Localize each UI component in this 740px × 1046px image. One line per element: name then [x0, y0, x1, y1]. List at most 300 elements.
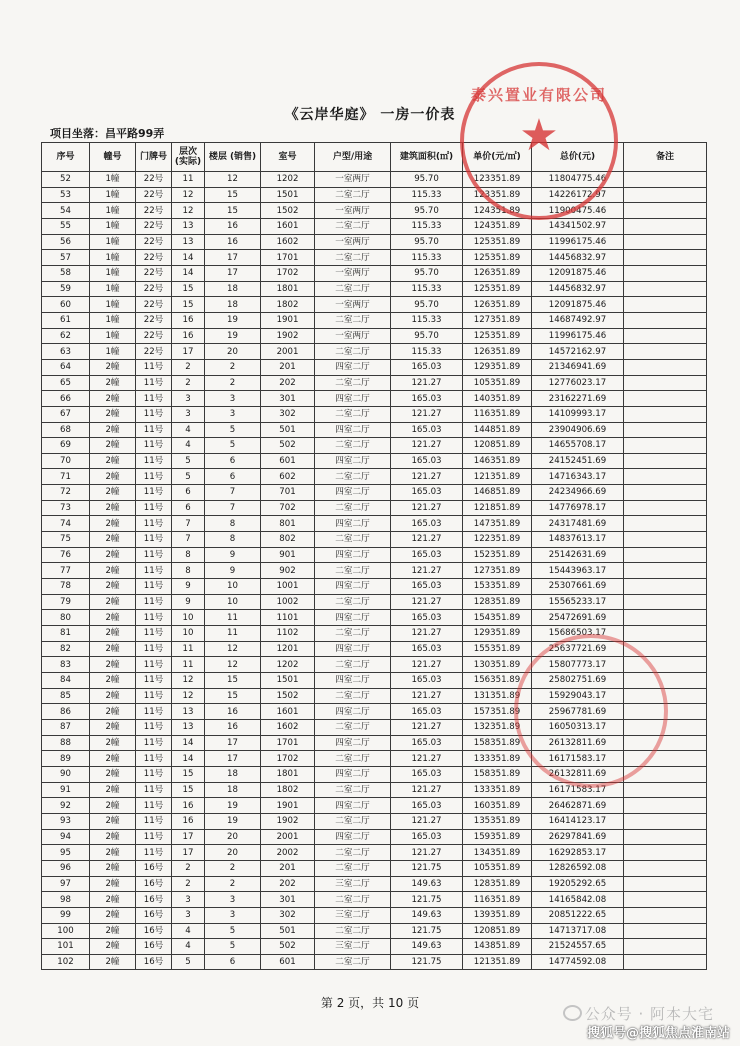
table-cell: 4	[172, 438, 205, 454]
table-cell: 147351.89	[463, 516, 532, 532]
table-cell: 二室二厅	[315, 923, 391, 939]
table-cell: 125351.89	[463, 234, 532, 250]
table-cell: 12	[172, 187, 205, 203]
table-cell: 16号	[136, 892, 172, 908]
table-cell: 165.03	[391, 547, 463, 563]
table-cell: 2幢	[90, 500, 136, 516]
table-cell: 18	[205, 297, 261, 313]
table-cell: 25472691.69	[532, 610, 624, 626]
table-cell: 15	[172, 766, 205, 782]
table-cell: 20	[205, 845, 261, 861]
table-cell: 11号	[136, 469, 172, 485]
table-cell: 122351.89	[463, 532, 532, 548]
table-cell: 11804775.46	[532, 172, 624, 188]
table-cell: 60	[42, 297, 90, 313]
table-cell: 1502	[261, 203, 315, 219]
column-header: 单价(元/㎡)	[463, 143, 532, 172]
price-table	[41, 142, 707, 970]
table-cell: 149.63	[391, 939, 463, 955]
table-cell: 302	[261, 406, 315, 422]
table-row	[42, 500, 707, 516]
table-cell: 124351.89	[463, 203, 532, 219]
table-cell: 22号	[136, 203, 172, 219]
table-cell: 19	[205, 813, 261, 829]
table-cell: 11号	[136, 532, 172, 548]
table-cell: 11号	[136, 641, 172, 657]
table-cell: 125351.89	[463, 328, 532, 344]
table-cell	[624, 359, 707, 375]
table-cell: 2幢	[90, 453, 136, 469]
table-cell: 二室二厅	[315, 532, 391, 548]
table-cell: 24317481.69	[532, 516, 624, 532]
table-cell: 129351.89	[463, 626, 532, 642]
table-cell: 四室二厅	[315, 798, 391, 814]
table-cell: 15929043.17	[532, 688, 624, 704]
table-cell: 66	[42, 391, 90, 407]
table-cell: 90	[42, 766, 90, 782]
table-row	[42, 641, 707, 657]
table-cell	[624, 406, 707, 422]
table-cell: 71	[42, 469, 90, 485]
table-cell: 5	[172, 469, 205, 485]
table-cell: 149.63	[391, 876, 463, 892]
table-row	[42, 172, 707, 188]
table-cell: 四室二厅	[315, 829, 391, 845]
table-cell: 四室二厅	[315, 735, 391, 751]
table-cell: 11996175.46	[532, 328, 624, 344]
table-cell: 二室二厅	[315, 845, 391, 861]
table-row	[42, 234, 707, 250]
table-cell: 11号	[136, 704, 172, 720]
table-cell: 2幢	[90, 391, 136, 407]
table-cell: 2幢	[90, 735, 136, 751]
table-cell: 14776978.17	[532, 500, 624, 516]
table-cell: 126351.89	[463, 344, 532, 360]
table-cell	[624, 265, 707, 281]
table-cell: 14456832.97	[532, 250, 624, 266]
table-cell: 2幢	[90, 813, 136, 829]
table-cell: 5	[172, 453, 205, 469]
table-cell: 2	[172, 375, 205, 391]
table-cell: 158351.89	[463, 766, 532, 782]
table-cell: 12	[172, 688, 205, 704]
table-cell: 16号	[136, 923, 172, 939]
table-cell: 13	[172, 218, 205, 234]
table-cell: 801	[261, 516, 315, 532]
table-cell: 5	[205, 438, 261, 454]
table-row	[42, 375, 707, 391]
table-row	[42, 187, 707, 203]
table-row	[42, 688, 707, 704]
table-cell: 25637721.69	[532, 641, 624, 657]
table-cell: 165.03	[391, 673, 463, 689]
table-cell: 12776023.17	[532, 375, 624, 391]
table-cell: 1幢	[90, 250, 136, 266]
table-cell: 84	[42, 673, 90, 689]
table-cell: 24152451.69	[532, 453, 624, 469]
table-cell	[624, 673, 707, 689]
table-cell: 二室二厅	[315, 281, 391, 297]
table-cell: 2幢	[90, 594, 136, 610]
table-cell: 121351.89	[463, 954, 532, 970]
table-cell: 二室二厅	[315, 563, 391, 579]
table-cell: 二室二厅	[315, 782, 391, 798]
table-cell: 16414123.17	[532, 813, 624, 829]
document-title: 《云岸华庭》 一房一价表	[284, 107, 456, 123]
table-cell: 二室二厅	[315, 594, 391, 610]
table-cell: 1501	[261, 187, 315, 203]
table-cell: 121.75	[391, 954, 463, 970]
table-cell: 165.03	[391, 704, 463, 720]
table-cell: 一室两厅	[315, 172, 391, 188]
table-cell: 135351.89	[463, 813, 532, 829]
table-cell: 79	[42, 594, 90, 610]
table-cell: 11号	[136, 500, 172, 516]
table-cell: 59	[42, 281, 90, 297]
table-cell: 26132811.69	[532, 766, 624, 782]
table-cell: 121.27	[391, 406, 463, 422]
table-cell: 11号	[136, 438, 172, 454]
table-cell: 11号	[136, 751, 172, 767]
table-row	[42, 579, 707, 595]
table-cell: 6	[205, 469, 261, 485]
table-row	[42, 328, 707, 344]
table-cell: 149.63	[391, 907, 463, 923]
table-cell: 1幢	[90, 297, 136, 313]
table-cell: 16	[172, 328, 205, 344]
table-cell: 124351.89	[463, 218, 532, 234]
table-cell: 126351.89	[463, 265, 532, 281]
table-cell: 25967781.69	[532, 704, 624, 720]
table-row	[42, 766, 707, 782]
table-cell: 2幢	[90, 375, 136, 391]
table-cell	[624, 485, 707, 501]
table-cell: 4	[172, 422, 205, 438]
table-cell: 2幢	[90, 923, 136, 939]
table-cell: 11	[172, 172, 205, 188]
table-cell: 133351.89	[463, 751, 532, 767]
table-cell: 115.33	[391, 250, 463, 266]
table-cell: 2幢	[90, 688, 136, 704]
table-row	[42, 657, 707, 673]
table-row	[42, 704, 707, 720]
table-cell: 75	[42, 532, 90, 548]
table-cell: 11号	[136, 766, 172, 782]
table-cell: 10	[172, 626, 205, 642]
table-cell: 11号	[136, 579, 172, 595]
table-cell: 101	[42, 939, 90, 955]
table-cell: 68	[42, 422, 90, 438]
table-cell: 76	[42, 547, 90, 563]
table-cell: 2幢	[90, 798, 136, 814]
table-cell: 二室二厅	[315, 500, 391, 516]
table-cell: 121.27	[391, 594, 463, 610]
table-cell: 95.70	[391, 203, 463, 219]
table-cell: 2幢	[90, 422, 136, 438]
table-cell: 1601	[261, 218, 315, 234]
table-cell: 14687492.97	[532, 312, 624, 328]
table-cell: 502	[261, 939, 315, 955]
column-header: 序号	[42, 143, 90, 172]
table-cell: 11号	[136, 422, 172, 438]
table-cell: 165.03	[391, 610, 463, 626]
table-cell: 12	[205, 172, 261, 188]
table-cell: 96	[42, 860, 90, 876]
table-cell	[624, 610, 707, 626]
table-cell	[624, 375, 707, 391]
column-header: 层次 (实际)	[172, 143, 205, 172]
table-cell: 165.03	[391, 516, 463, 532]
table-cell: 17	[205, 250, 261, 266]
table-cell: 155351.89	[463, 641, 532, 657]
table-cell: 11号	[136, 688, 172, 704]
table-cell	[624, 657, 707, 673]
table-cell: 1001	[261, 579, 315, 595]
table-cell: 2幢	[90, 547, 136, 563]
table-cell: 2幢	[90, 782, 136, 798]
table-cell	[624, 172, 707, 188]
table-cell: 15686503.17	[532, 626, 624, 642]
table-cell: 91	[42, 782, 90, 798]
table-cell: 14341502.97	[532, 218, 624, 234]
table-cell	[624, 876, 707, 892]
table-row	[42, 203, 707, 219]
table-cell: 四室二厅	[315, 641, 391, 657]
table-cell: 14109993.17	[532, 406, 624, 422]
table-row	[42, 923, 707, 939]
table-cell	[624, 860, 707, 876]
table-row	[42, 610, 707, 626]
table-cell: 二室二厅	[315, 375, 391, 391]
table-cell: 16	[172, 813, 205, 829]
table-cell: 121.27	[391, 438, 463, 454]
table-cell: 二室二厅	[315, 250, 391, 266]
table-cell: 5	[172, 954, 205, 970]
table-cell: 19	[205, 328, 261, 344]
table-cell: 3	[205, 892, 261, 908]
table-cell: 5	[205, 939, 261, 955]
table-cell: 12	[172, 673, 205, 689]
table-cell: 1幢	[90, 203, 136, 219]
table-cell: 2幢	[90, 829, 136, 845]
table-cell: 1幢	[90, 344, 136, 360]
table-cell	[624, 218, 707, 234]
table-cell: 121.27	[391, 719, 463, 735]
table-cell: 19	[205, 312, 261, 328]
table-cell: 11号	[136, 359, 172, 375]
table-cell: 154351.89	[463, 610, 532, 626]
table-cell: 139351.89	[463, 907, 532, 923]
table-cell: 1702	[261, 751, 315, 767]
table-cell: 144851.89	[463, 422, 532, 438]
table-cell: 54	[42, 203, 90, 219]
table-cell: 121.27	[391, 751, 463, 767]
table-cell: 11号	[136, 845, 172, 861]
table-cell: 73	[42, 500, 90, 516]
table-cell: 20	[205, 829, 261, 845]
table-cell: 134351.89	[463, 845, 532, 861]
table-cell: 165.03	[391, 422, 463, 438]
column-header: 建筑面积(㎡)	[391, 143, 463, 172]
table-cell: 123351.89	[463, 187, 532, 203]
table-cell: 17	[205, 735, 261, 751]
table-cell: 四室二厅	[315, 359, 391, 375]
table-cell: 2幢	[90, 766, 136, 782]
table-cell: 157351.89	[463, 704, 532, 720]
table-cell: 二室二厅	[315, 626, 391, 642]
table-cell: 16	[205, 234, 261, 250]
table-cell	[624, 719, 707, 735]
table-row	[42, 469, 707, 485]
table-cell: 11号	[136, 453, 172, 469]
table-cell	[624, 735, 707, 751]
table-cell	[624, 187, 707, 203]
table-cell: 二室二厅	[315, 469, 391, 485]
table-row	[42, 860, 707, 876]
table-cell	[624, 641, 707, 657]
table-cell: 14774592.08	[532, 954, 624, 970]
table-cell: 80	[42, 610, 90, 626]
seal-lettering: 泰兴置业有限公司	[470, 86, 607, 104]
table-cell: 3	[205, 907, 261, 923]
table-cell: 201	[261, 860, 315, 876]
table-row	[42, 954, 707, 970]
table-cell	[624, 782, 707, 798]
table-cell: 131351.89	[463, 688, 532, 704]
table-cell: 121.27	[391, 532, 463, 548]
table-cell: 11号	[136, 719, 172, 735]
table-cell: 15	[172, 782, 205, 798]
table-cell: 121.27	[391, 500, 463, 516]
table-cell: 601	[261, 453, 315, 469]
table-cell: 11号	[136, 735, 172, 751]
table-cell: 16171583.17	[532, 782, 624, 798]
table-cell: 一室两厅	[315, 265, 391, 281]
table-cell: 126351.89	[463, 297, 532, 313]
table-cell	[624, 281, 707, 297]
table-cell	[624, 453, 707, 469]
table-cell: 11	[172, 657, 205, 673]
table-cell: 23162271.69	[532, 391, 624, 407]
column-header: 户型/用途	[315, 143, 391, 172]
table-cell: 1902	[261, 813, 315, 829]
table-cell: 55	[42, 218, 90, 234]
table-cell: 5	[205, 923, 261, 939]
table-cell: 26132811.69	[532, 735, 624, 751]
table-cell: 14456832.97	[532, 281, 624, 297]
table-row	[42, 485, 707, 501]
table-row	[42, 751, 707, 767]
table-cell: 601	[261, 954, 315, 970]
table-cell: 14	[172, 250, 205, 266]
table-cell	[624, 798, 707, 814]
table-cell: 22号	[136, 187, 172, 203]
table-row	[42, 798, 707, 814]
table-cell: 100	[42, 923, 90, 939]
table-cell: 7	[172, 516, 205, 532]
table-cell: 15	[172, 281, 205, 297]
table-cell: 15	[205, 688, 261, 704]
table-cell	[624, 234, 707, 250]
table-cell: 2幢	[90, 532, 136, 548]
table-cell: 62	[42, 328, 90, 344]
table-cell: 105351.89	[463, 860, 532, 876]
table-cell: 17	[205, 265, 261, 281]
table-cell	[624, 563, 707, 579]
table-cell: 301	[261, 391, 315, 407]
table-cell: 132351.89	[463, 719, 532, 735]
table-cell: 121.27	[391, 845, 463, 861]
table-cell: 22号	[136, 218, 172, 234]
table-cell: 4	[172, 923, 205, 939]
table-cell: 12	[205, 641, 261, 657]
table-cell: 二室二厅	[315, 187, 391, 203]
table-cell: 6	[205, 954, 261, 970]
table-cell: 78	[42, 579, 90, 595]
table-cell: 12091875.46	[532, 297, 624, 313]
table-cell: 四室二厅	[315, 547, 391, 563]
table-cell: 1602	[261, 234, 315, 250]
table-cell	[624, 688, 707, 704]
table-cell: 146851.89	[463, 485, 532, 501]
table-cell: 143851.89	[463, 939, 532, 955]
table-cell: 2001	[261, 344, 315, 360]
column-header: 楼层 (销售)	[205, 143, 261, 172]
table-cell: 152351.89	[463, 547, 532, 563]
table-cell: 88	[42, 735, 90, 751]
table-cell: 1幢	[90, 234, 136, 250]
table-cell: 1701	[261, 250, 315, 266]
table-cell: 1幢	[90, 187, 136, 203]
table-cell: 二室二厅	[315, 406, 391, 422]
table-cell: 26462871.69	[532, 798, 624, 814]
table-cell: 14	[172, 265, 205, 281]
table-row	[42, 626, 707, 642]
table-cell: 22号	[136, 265, 172, 281]
table-cell: 83	[42, 657, 90, 673]
table-cell	[624, 438, 707, 454]
table-cell: 1201	[261, 641, 315, 657]
table-cell: 16号	[136, 876, 172, 892]
table-cell: 二室二厅	[315, 312, 391, 328]
table-cell: 156351.89	[463, 673, 532, 689]
table-cell: 2001	[261, 829, 315, 845]
table-cell: 12	[205, 657, 261, 673]
table-cell: 1501	[261, 673, 315, 689]
table-row	[42, 281, 707, 297]
table-cell: 二室二厅	[315, 719, 391, 735]
table-cell: 1幢	[90, 312, 136, 328]
table-cell: 202	[261, 876, 315, 892]
table-cell: 2幢	[90, 485, 136, 501]
table-cell: 14655708.17	[532, 438, 624, 454]
table-cell: 四室二厅	[315, 704, 391, 720]
table-cell	[624, 923, 707, 939]
table-cell: 7	[205, 500, 261, 516]
table-cell	[624, 766, 707, 782]
table-cell: 四室二厅	[315, 673, 391, 689]
table-cell: 13	[172, 704, 205, 720]
table-cell: 128351.89	[463, 594, 532, 610]
table-cell: 1602	[261, 719, 315, 735]
table-cell: 121.27	[391, 469, 463, 485]
table-row	[42, 673, 707, 689]
table-cell: 2幢	[90, 751, 136, 767]
table-cell: 67	[42, 406, 90, 422]
table-row	[42, 218, 707, 234]
table-row	[42, 516, 707, 532]
table-cell: 二室二厅	[315, 438, 391, 454]
